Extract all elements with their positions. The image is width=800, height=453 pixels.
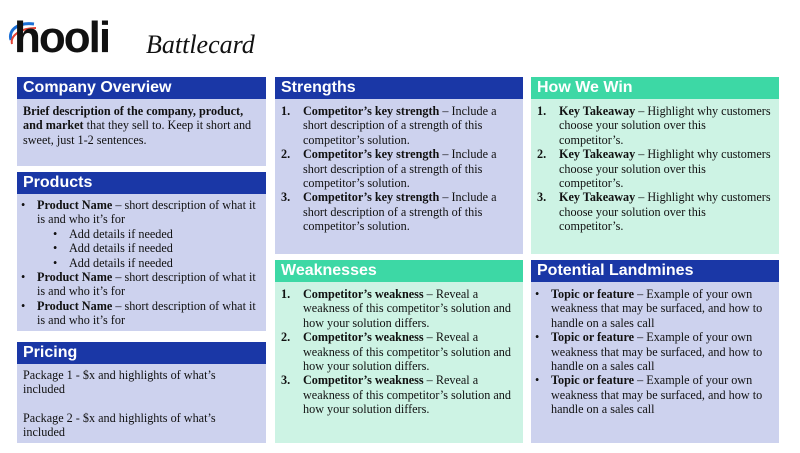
product-detail: • Add details if needed <box>17 241 262 255</box>
hooli-logo <box>14 13 110 62</box>
strength-text: – Include a short description of a strength of this competitor’s solution. <box>303 147 497 191</box>
weaknesses-heading: Weaknesses <box>275 260 523 282</box>
strength-text: – Include a short description of a strength of this competitor’s solution. <box>303 190 497 234</box>
landmine-title: Topic or feature <box>551 330 635 345</box>
win-text: – Highlight why customers choose your solution over this competitor’s. <box>559 147 771 191</box>
landmine-item <box>531 373 773 416</box>
landmines-panel <box>531 260 779 443</box>
win-title: Key Takeaway <box>559 190 636 205</box>
weakness-item <box>281 373 517 416</box>
product-desc: – short description of what it is and who it’s for <box>37 270 256 299</box>
landmine-text: – Example of your own weakness that may be surfaced, and how to handle on a sales call <box>551 373 763 417</box>
strength-text: – Include a short description of a strength of this competitor’s solution. <box>303 104 497 147</box>
weakness-title: Competitor’s weakness <box>303 373 424 388</box>
landmine-text: – Example of your own weakness that may be surfaced, and how to handle on a sales call <box>551 330 763 374</box>
document-title: Battlecard <box>146 30 255 59</box>
strengths-heading: Strengths <box>275 77 523 99</box>
product-item <box>17 299 262 328</box>
win-text: – Highlight why customers choose your solution over this competitor’s. <box>559 104 771 147</box>
strength-item <box>281 190 517 233</box>
products-body <box>17 194 266 331</box>
pricing-panel <box>17 342 266 443</box>
win-title: Key Takeaway <box>559 104 636 118</box>
weakness-text: – Reveal a weakness of this competitor’s solution and how your solution differs. <box>303 373 511 417</box>
strength-item <box>281 147 517 190</box>
company-overview-body <box>17 99 266 166</box>
pricing-body <box>17 364 266 443</box>
product-detail: • Add details if needed <box>17 256 262 270</box>
product-item <box>17 198 262 270</box>
weakness-item <box>281 330 517 373</box>
weakness-title: Competitor’s weakness <box>303 287 424 301</box>
item-number: 2. <box>281 147 291 162</box>
pricing-package: Package 1 - $x and highlights of what’s included <box>23 368 216 397</box>
strengths-body <box>275 99 523 254</box>
landmine-item <box>531 287 773 330</box>
product-name: Product Name <box>37 198 113 212</box>
win-item <box>537 147 773 190</box>
item-number: 3. <box>537 190 547 205</box>
landmine-title: Topic or feature <box>551 373 635 388</box>
weaknesses-panel <box>275 260 523 443</box>
item-number: 3. <box>281 190 291 205</box>
item-number: 1. <box>537 104 547 118</box>
product-name: Product Name <box>37 270 113 285</box>
company-overview-bold: Brief description of the company, product, and market <box>23 104 244 133</box>
win-item <box>537 190 773 233</box>
company-overview-heading: Company Overview <box>17 77 266 99</box>
product-item <box>17 270 262 299</box>
strength-title: Competitor’s key strength <box>303 147 440 162</box>
logo-text: hooli <box>14 13 110 62</box>
landmine-item <box>531 330 773 373</box>
strengths-panel <box>275 77 523 254</box>
weakness-item <box>281 287 517 330</box>
win-text: – Highlight why customers choose your solution over this competitor’s. <box>559 190 771 234</box>
landmines-heading: Potential Landmines <box>531 260 779 282</box>
weakness-text: – Reveal a weakness of this competitor’s solution and how your solution differs. <box>303 330 511 374</box>
company-overview-panel <box>17 77 266 166</box>
weakness-title: Competitor’s weakness <box>303 330 424 345</box>
company-overview-text: that they sell to. Keep it short and sweet, just 1-2 sentences. <box>23 118 252 147</box>
pricing-heading: Pricing <box>17 342 266 364</box>
landmine-text: – Example of your own weakness that may be surfaced, and how to handle on a sales call <box>551 287 763 330</box>
landmine-title: Topic or feature <box>551 287 635 301</box>
strength-title: Competitor’s key strength <box>303 104 440 118</box>
item-number: 3. <box>281 373 291 388</box>
strength-title: Competitor’s key strength <box>303 190 440 205</box>
item-number: 1. <box>281 104 291 118</box>
product-desc: – short description of what it is and who it’s for <box>37 298 256 328</box>
strength-item <box>281 104 517 147</box>
item-number: 1. <box>281 287 291 301</box>
product-desc: – short description of what it is and who it’s for <box>37 198 256 227</box>
pricing-package: Package 2 - $x and highlights of what’s included <box>23 410 216 440</box>
product-name: Product Name <box>37 298 113 313</box>
item-number: 2. <box>537 147 547 162</box>
products-heading: Products <box>17 172 266 194</box>
products-panel <box>17 172 266 331</box>
how-we-win-heading: How We Win <box>531 77 779 99</box>
how-we-win-body <box>531 99 779 254</box>
product-detail: • Add details if needed <box>17 227 262 241</box>
win-title: Key Takeaway <box>559 147 636 162</box>
landmines-body <box>531 282 779 443</box>
weaknesses-body <box>275 282 523 443</box>
weakness-text: – Reveal a weakness of this competitor’s solution and how your solution differs. <box>303 287 511 330</box>
item-number: 2. <box>281 330 291 345</box>
how-we-win-panel <box>531 77 779 254</box>
win-item <box>537 104 773 147</box>
